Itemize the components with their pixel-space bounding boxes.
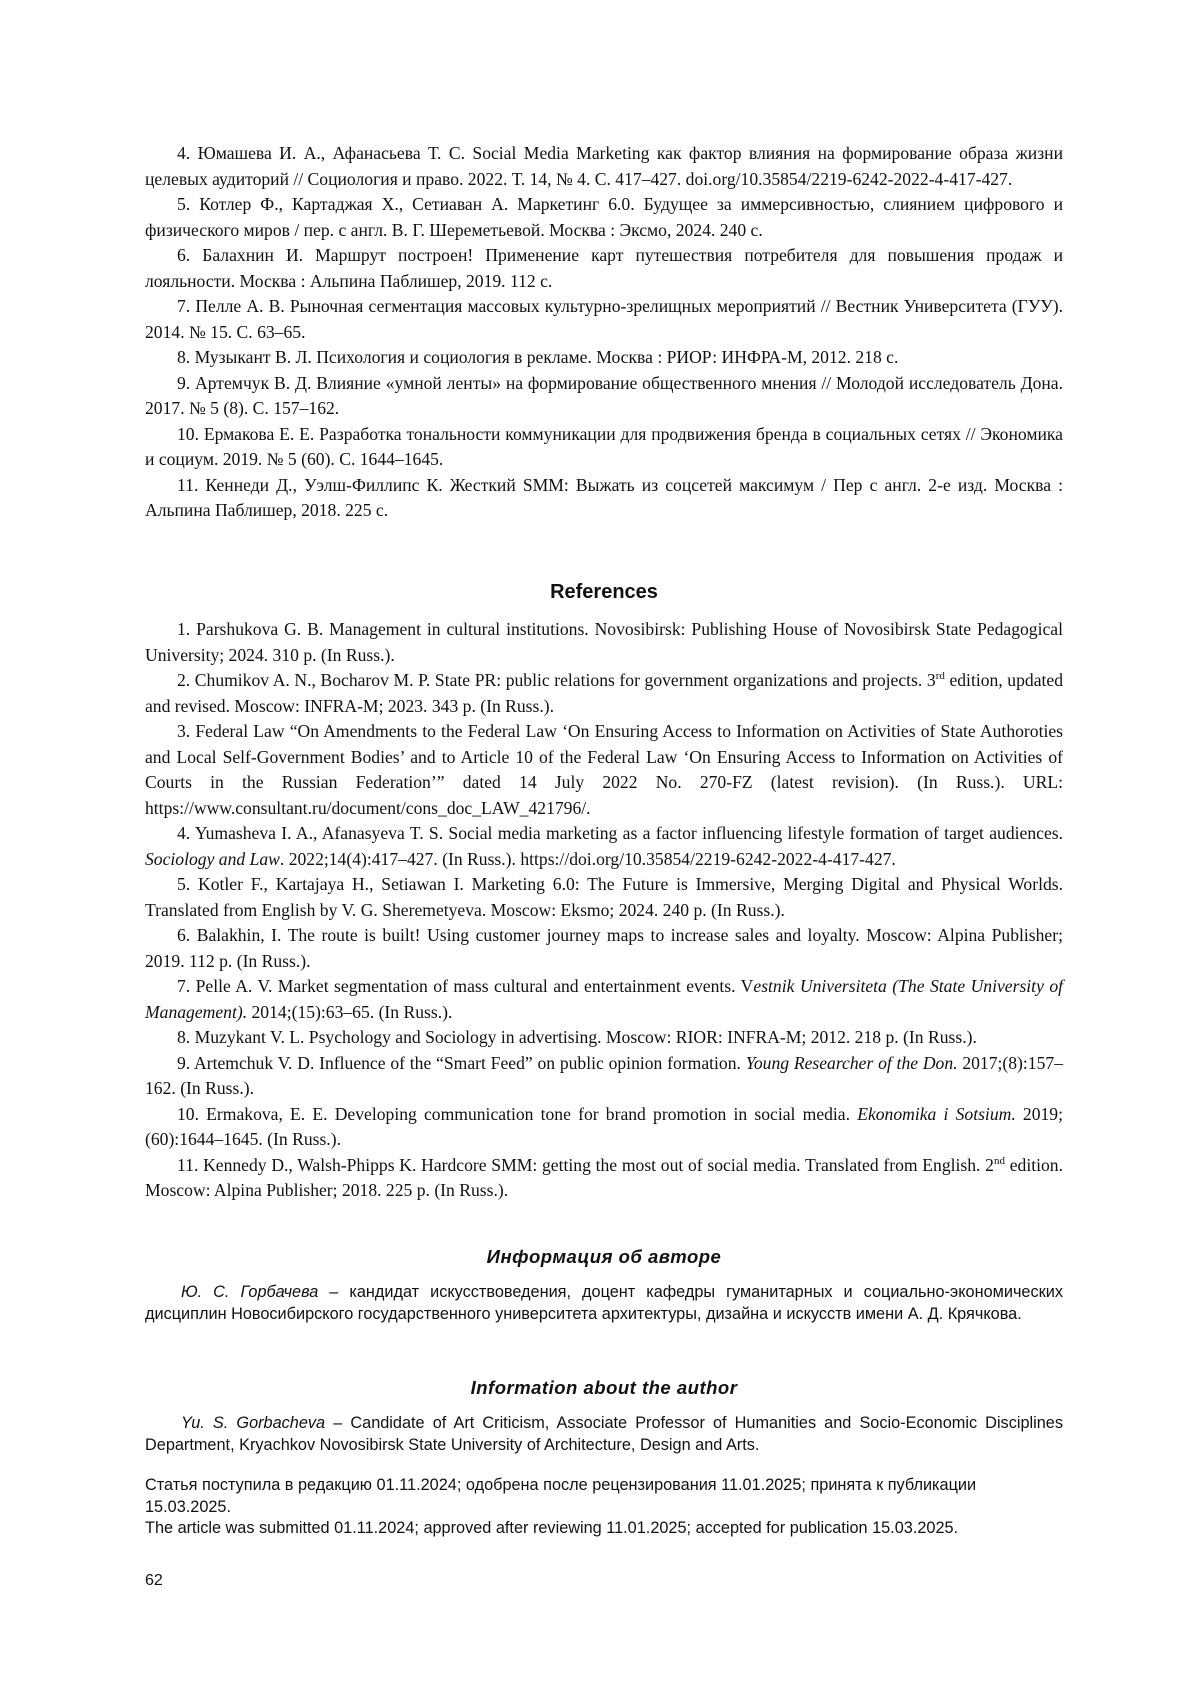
en-reference-item: 3. Federal Law “On Amendments to the Federal Law ‘On Ensuring Access to Information on Activities of State Authoroties and Local Self-Government Bodies’ and to Article 10 of the Federal Law ‘On Ensuring Access to Information on Activities of Courts in the Russian Federation’” dated 14 July 2022 No. 270-FZ (latest revision). (In Russ.). URL: https://www.consultant.ru/document/cons_doc_LAW_421796/.	[145, 719, 1063, 821]
page	[0, 0, 1200, 1697]
ru-reference-item: 10. Ермакова Е. Е. Разработка тональности коммуникации для продвижения бренда в социальных сетях // Экономика и социум. 2019. № 5 (60). С. 1644–1645.	[145, 422, 1063, 473]
author-info-en-heading: Information about the author	[145, 1375, 1063, 1401]
en-reference-list	[145, 617, 1063, 1204]
en-reference-item: 11. Kennedy D., Walsh-Phipps K. Hardcore SMM: getting the most out of social media. Translated from English. 2nd edition. Moscow: Alpina Publisher; 2018. 225 p. (In Russ.).	[145, 1153, 1063, 1204]
ru-reference-item: 9. Артемчук В. Д. Влияние «умной ленты» на формирование общественного мнения // Молодой исследователь Дона. 2017. № 5 (8). С. 157–162.	[145, 371, 1063, 422]
references-heading-block	[145, 578, 1063, 606]
references-heading: References	[145, 578, 1063, 606]
ru-reference-list	[145, 141, 1063, 524]
author-info-en-body	[145, 1413, 1063, 1456]
en-reference-item: 9. Artemchuk V. D. Influence of the “Smart Feed” on public opinion formation. Young Researcher of the Don. 2017;(8):157–162. (In Russ.).	[145, 1051, 1063, 1102]
article-dates-ru: Статья поступила в редакцию 01.11.2024; одобрена после рецензирования 11.01.2025; принята к публикации 15.03.2025.	[145, 1475, 1063, 1518]
author-info-ru	[145, 1244, 1063, 1270]
author-info-en-text: Yu. S. Gorbacheva – Candidate of Art Criticism, Associate Professor of Humanities and Socio-Economic Disciplines Department, Kryachkov Novosibirsk State University of Architecture, Design and Arts.	[145, 1413, 1063, 1456]
en-reference-item: 6. Balakhin, I. The route is built! Using customer journey maps to increase sales and loyalty. Moscow: Alpina Publisher; 2019. 112 p. (In Russ.).	[145, 923, 1063, 974]
ru-reference-item: 6. Балахнин И. Маршрут построен! Применение карт путешествия потребителя для повышения продаж и лояльности. Москва : Альпина Паблишер, 2019. 112 с.	[145, 243, 1063, 294]
author-info-en	[145, 1375, 1063, 1401]
author-info-ru-text: Ю. С. Горбачева – кандидат искусствоведения, доцент кафедры гуманитарных и социально-экономических дисциплин Новосибирского государственного университета архитектуры, дизайна и искусств имени А. Д. Крячкова.	[145, 1282, 1063, 1325]
ru-reference-item: 7. Пелле А. В. Рыночная сегментация массовых культурно-зрелищных мероприятий // Вестник Университета (ГУУ). 2014. № 15. С. 63–65.	[145, 294, 1063, 345]
author-info-ru-heading: Информация об авторе	[145, 1244, 1063, 1270]
en-reference-item: 10. Ermakova, E. E. Developing communication tone for brand promotion in social media. Ekonomika i Sotsium. 2019;(60):1644–1645. (In Russ.).	[145, 1102, 1063, 1153]
article-dates	[145, 1475, 1063, 1540]
en-reference-item: 5. Kotler F., Kartajaya H., Setiawan I. Marketing 6.0: The Future is Immersive, Merging Digital and Physical Worlds. Translated from English by V. G. Sheremetyeva. Moscow: Eksmo; 2024. 240 p. (In Russ.).	[145, 872, 1063, 923]
en-reference-item: 7. Pelle A. V. Market segmentation of mass cultural and entertainment events. Vestnik Universiteta (The State University of Management). 2014;(15):63–65. (In Russ.).	[145, 974, 1063, 1025]
page-number: 62	[145, 1572, 163, 1590]
en-reference-item: 4. Yumasheva I. A., Afanasyeva T. S. Social media marketing as a factor influencing lifestyle formation of target audiences. Sociology and Law. 2022;14(4):417–427. (In Russ.). https://doi.org/10.35854/2219-6242-2022-4-417-427.	[145, 821, 1063, 872]
author-info-ru-body	[145, 1282, 1063, 1325]
ru-reference-item: 4. Юмашева И. А., Афанасьева Т. С. Social Media Marketing как фактор влияния на формирование образа жизни целевых аудиторий // Социология и право. 2022. Т. 14, № 4. С. 417–427. doi.org/10.35854/2219-6242-2022-4-417-427.	[145, 141, 1063, 192]
article-dates-en: The article was submitted 01.11.2024; approved after reviewing 11.01.2025; accepted for publication 15.03.2025.	[145, 1518, 1063, 1540]
ru-reference-item: 11. Кеннеди Д., Уэлш-Филлипс К. Жесткий SMM: Выжать из соцсетей максимум / Пер с англ. 2-е изд. Москва : Альпина Паблишер, 2018. 225 с.	[145, 473, 1063, 524]
author-name: Yu. S. Gorbacheva	[181, 1414, 325, 1432]
en-reference-item: 1. Parshukova G. B. Management in cultural institutions. Novosibirsk: Publishing House of Novosibirsk State Pedagogical University; 2024. 310 p. (In Russ.).	[145, 617, 1063, 668]
en-reference-item: 2. Chumikov A. N., Bocharov M. P. State PR: public relations for government organizations and projects. 3rd edition, updated and revised. Moscow: INFRA-M; 2023. 343 p. (In Russ.).	[145, 668, 1063, 719]
en-reference-item: 8. Muzykant V. L. Psychology and Sociology in advertising. Moscow: RIOR: INFRA-M; 2012. 218 p. (In Russ.).	[145, 1025, 1063, 1051]
ru-reference-item: 5. Котлер Ф., Картаджая Х., Сетиаван А. Маркетинг 6.0. Будущее за иммерсивностью, слиянием цифрового и физического миров / пер. с англ. В. Г. Шереметьевой. Москва : Эксмо, 2024. 240 с.	[145, 192, 1063, 243]
author-name: Ю. С. Горбачева	[181, 1283, 318, 1301]
ru-reference-item: 8. Музыкант В. Л. Психология и социология в рекламе. Москва : РИОР: ИНФРА-М, 2012. 218 с.	[145, 345, 1063, 371]
